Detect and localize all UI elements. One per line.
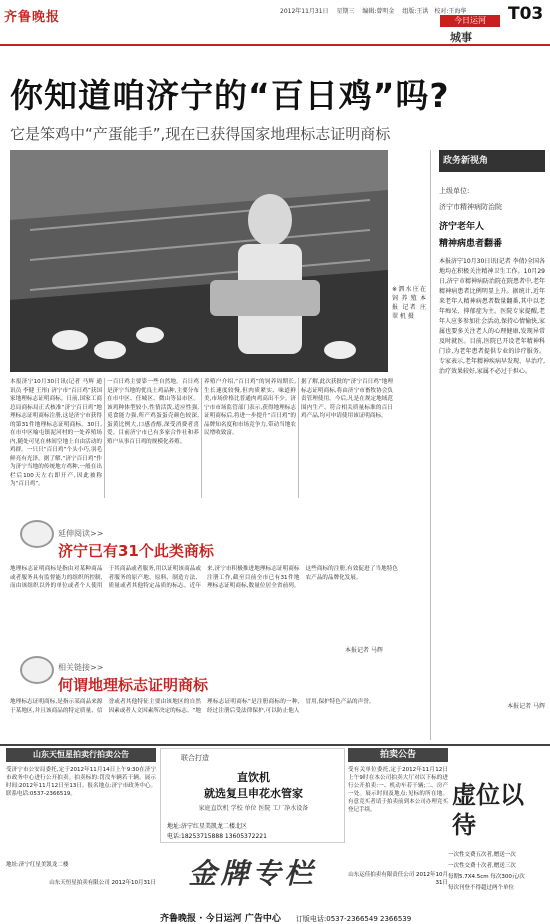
gold-column-title: 金牌专栏 [188, 857, 317, 890]
auction-left-footer: 山东天恒星拍卖有限公司 2012年10月31日 [49, 880, 156, 886]
vacancy-text: 虚位以待 [452, 781, 524, 839]
auction-left-title: 山东天恒星拍卖行拍卖公告 [6, 748, 156, 762]
page-number: T03 [508, 4, 544, 24]
related-link-body: 地理标志证明商标,是指示某商品来源于某地区,并且该商品的特定质量、信誉或者其他特征主要由该地区的自然因素或者人文因素所决定的标志。“地理标志证明商标”是注册商标的一种,经过注册后受法律保护,可以防止他人冒用,保护特色产品的声誉。 [10, 699, 375, 714]
auction-left-address: 地址:济宁红星美凯龙二楼 [6, 862, 69, 868]
date-line [280, 6, 466, 15]
article-column-1: 本报济宁10月30日讯(记者 马辉 通讯员 李健 王彤) 济宁市“百日鸡”获国家地理标志证明商标。日前,国家工商总局商标局正式核准“济宁百日鸡”地理标志证明商标注册,这是济宁市获得的第31件地理标志证明商标。30日,在市中区喻屯镇泥河村的一处养殖场内,随处可见在林间空地上自由活动的鸡群。一只只“百日鸡”个头小巧,羽毛鲜亮有光泽。据了解,“济宁百日鸡”作为济宁当地的传统地方鸡种,一般在出栏后100天左右即开产,因此被称为“百日鸡”。 [10, 379, 102, 487]
sidebar-label: 上级单位: [439, 187, 470, 195]
headline: 你知道咱济宁的“百日鸡”吗? [10, 76, 450, 115]
related-link-icon [20, 656, 54, 684]
ad-footer [160, 906, 546, 924]
masthead-rule [0, 44, 550, 46]
sidebar [430, 150, 545, 740]
ad-title-2: 就选复旦申花水管家 [204, 787, 303, 800]
editor-text: 编辑:曾明金 [362, 8, 395, 15]
auction-left [6, 748, 156, 908]
promo-line-1: 一次性交费五次者,赠送一次 [448, 852, 516, 858]
article-column-4: 据了解,此次获批的“济宁百日鸡”地理标志证明商标,将由济宁市畜牧协会负责管理使用。今后,凡是在规定地域范围内生产、符合相关质量标准的百日鸡产品,均可申请使用该证明商标。 [301, 379, 393, 419]
promo-line-4: 每次刊登不得超过两个单位 [448, 885, 515, 891]
article-column-3: 养殖户介绍,“百日鸡”的饲养周期长,生长速度较慢,但肉质紧实、味道鲜美,市场价格比普通肉鸡高出不少。济宁市市场监管部门表示,获得地理标志证明商标后,将进一步提升“百日鸡”的品牌知名度和市场竞争力,带动当地农民增收致富。 [204, 379, 296, 436]
subsection-label: 城事 [450, 31, 472, 44]
sidebar-body: 本报济宁10月30日讯(记者 李倩)全国各地均在积极关注精神卫生工作。10月29日,济宁市精神病防治院在院患者中,老年精神病患者比例明显上升。据统计,近年来老年人精神病患者数量翻番,其中以老年痴呆、抑郁症为主。医院专家提醒,老年人应多参加社会活动,保持心情愉快,家属也要多关注老人的心理健康,发现异常及时就医。目前,医院已开设老年精神科门诊,为老年患者提供专业的诊疗服务。专家表示,老年精神疾病早发现、早治疗,治疗效果较好,家属不必过于担心。 [439, 258, 545, 375]
vacancy-ad [452, 780, 546, 840]
masthead [0, 0, 550, 46]
ad-phone: 电话:18253715888 13605372221 [167, 833, 267, 840]
column-rule [201, 378, 202, 498]
auction-right-body: 受有关单位委托,定于2012年11月12日上午9时在本公司拍卖大厅对以下标的进行公开拍卖:一、机动车若干辆;二、房产一处。展示时间及地点:见标的所在地。有意竞买者请于拍卖前到本公司办理竞买登记手续。 [348, 767, 448, 813]
auction-right-footer: 山东运佳拍卖有限责任公司 2012年10月31日 [348, 872, 448, 886]
promo-list [448, 850, 548, 905]
photo-illustration [10, 150, 388, 372]
auction-right [348, 748, 448, 908]
extended-reading-body: 地理标志证明商标是指由对某种商品或者服务具有监督能力的组织所控制,而由该组织以外的单位或者个人使用于其商品或者服务,用以证明该商品或者服务的原产地、原料、制造方法、质量或者其他特定品质的标志。近年来,济宁市积极推进地理标志证明商标注册工作,截至目前全市已有31件地理标志证明商标,数量位居全省前列。这些商标的注册,有效促进了当地特色农产品的品牌化发展。 [10, 566, 398, 589]
sidebar-unit: 济宁市精神病防治院 [439, 203, 502, 211]
photo-caption: ※泗水庄在 饲 养 殖 本 报 记者 庄 翠 机 摄 [392, 286, 426, 320]
extended-reading-kicker: 延伸阅读>> [58, 529, 104, 538]
column-rule [298, 378, 299, 498]
footer-phone: 订版电话:0537-2366549 2366539 [295, 915, 412, 923]
ad-title-1: 直饮机 [237, 771, 270, 784]
weekday-text: 星期三 [336, 8, 355, 15]
newspaper-logo: 齐鲁晚报 [4, 10, 61, 25]
related-link-title: 何谓地理标志证明商标 [58, 676, 209, 694]
auction-left-body: 受济宁市公安局委托,定于2012年11月14日上午9:30在济宁市政务中心进行公开拍卖。拍卖标的:罚没车辆若干辆。展示时间:2012年11月12日至13日。报名地点:济宁市政务中心。联系电话:0537-2366519。 [6, 767, 156, 797]
lead-photo [10, 150, 388, 372]
footer-title: 齐鲁晚报 · 今日运河 广告中心 [160, 914, 281, 924]
promo-line-2: 一次性交费十次者,赠送三次 [448, 863, 516, 869]
proof-text: 校对:王海华 [434, 8, 467, 15]
extended-reading-icon [20, 520, 54, 548]
ad-address: 地址:济宁红星美凯龙二楼北区 [167, 823, 248, 830]
designer-text: 组版:王洪 [402, 8, 429, 15]
subheadline: 它是笨鸡中“产蛋能手”,现在已获得国家地理标志证明商标 [10, 125, 391, 143]
sidebar-title-2: 精神病患者翻番 [439, 239, 503, 249]
column-rule [104, 378, 105, 498]
extended-reading-title: 济宁已有31个此类商标 [58, 542, 214, 560]
ad-subtitle: 家庭直饮机 学校 单位 医院 工厂净水设备 [198, 805, 309, 812]
date-text: 2012年11月31日 [280, 8, 329, 15]
ad-brand-badge: 联合打造 [181, 754, 209, 762]
ad-divider [0, 744, 550, 746]
section-tab: 今日运河 [440, 15, 500, 27]
article-column-2: 一百日鸡主要靠一些自然地。百日鸡是济宁当地的优良土鸡品种,主要分布在市中区、任城区、微山等县市区。该鸡种体型较小,性情活泼,适应性强,觅食能力强,所产鸡蛋蛋壳颜色较深,蛋黄比例大,口感香醇,深受消费者喜爱。目前济宁市已有多家合作社和养殖户从事百日鸡的规模化养殖。 [107, 379, 199, 445]
water-machine-ad [160, 748, 345, 843]
promo-line-3: 每期5.7X4.5cm 每次300元/次 [448, 874, 525, 880]
extended-reading-byline: 本报记者 马辉 [345, 647, 383, 654]
auction-right-title: 拍卖公告 [348, 748, 448, 762]
sidebar-title-1: 济宁老年人 [439, 222, 485, 232]
sidebar-byline: 本报记者 马辉 [507, 703, 545, 710]
gold-column-ad [160, 846, 345, 902]
related-link-kicker: 相关链接>> [58, 663, 104, 672]
sidebar-banner: 政务新视角 [439, 150, 545, 172]
